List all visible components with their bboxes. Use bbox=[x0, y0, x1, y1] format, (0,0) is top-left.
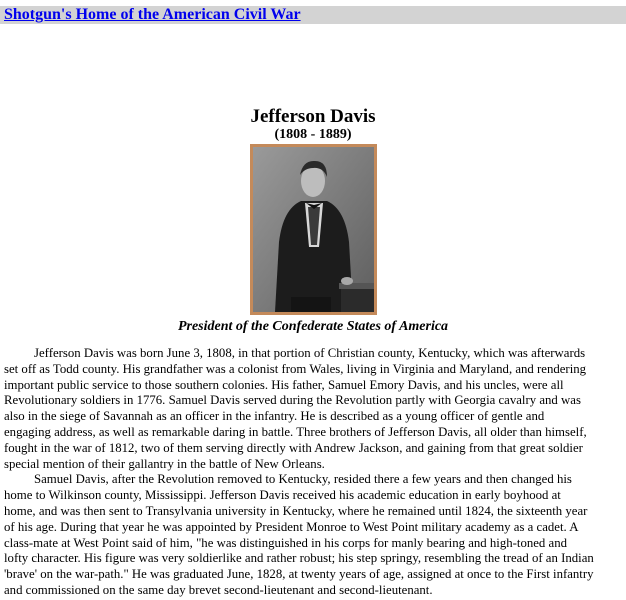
life-dates: (1808 - 1889) bbox=[274, 127, 352, 142]
paragraph: Samuel Davis, after the Revolution removed to Kentucky, resided there a few years and then changed his home to Wilkinson county, Mississippi. Jefferson Davis received his academic education in early boyhood at home, and was then sent to Transylvania university in Kentucky, where he remained until 1824, the sixteenth year of his age. During that year he was appointed by President Monroe to West Point military academy as a cadet. A class-mate at West Point said of him, "he was distinguished in his corps for manly bearing and high-toned and lofty character. His figure was very soldierlike and rather robust; his step springy, resembling the tread of an Indian 'brave' on the war-path." He was graduated June, 1828, at twenty years of age, assigned at once to the First infantry and commissioned on the same day brevet second-lieutenant and second-lieutenant. bbox=[4, 472, 594, 597]
biography-text bbox=[4, 346, 594, 599]
page-title: Jefferson Davis bbox=[250, 106, 376, 127]
portrait-photo bbox=[253, 147, 374, 312]
site-header-bar bbox=[0, 6, 626, 24]
paragraph: Jefferson Davis was born June 3, 1808, in that portion of Christian county, Kentucky, which was afterwards set off as Todd county. His grandfather was a colonist from Wales, living in Virginia and Maryland, and rendering important public service to those southern colonies. His father, Samuel Emory Davis, and his uncles, were all Revolutionary soldiers in 1776. Samuel Davis served during the Revolution partly with Georgia cavalry and was also in the siege of Savannah as an officer in the infantry. He is described as a young officer of gentle and engaging address, as well as remarkable daring in battle. Three brothers of Jefferson Davis, all older than himself, fought in the war of 1812, two of them serving directly with Andrew Jackson, and gaining from that great soldier special mention of their gallantry in the battle of New Orleans. bbox=[4, 346, 587, 471]
portrait-image bbox=[250, 144, 377, 315]
portrait-caption: President of the Confederate States of America bbox=[177, 319, 449, 334]
site-home-link[interactable]: Shotgun's Home of the American Civil War bbox=[4, 6, 301, 23]
